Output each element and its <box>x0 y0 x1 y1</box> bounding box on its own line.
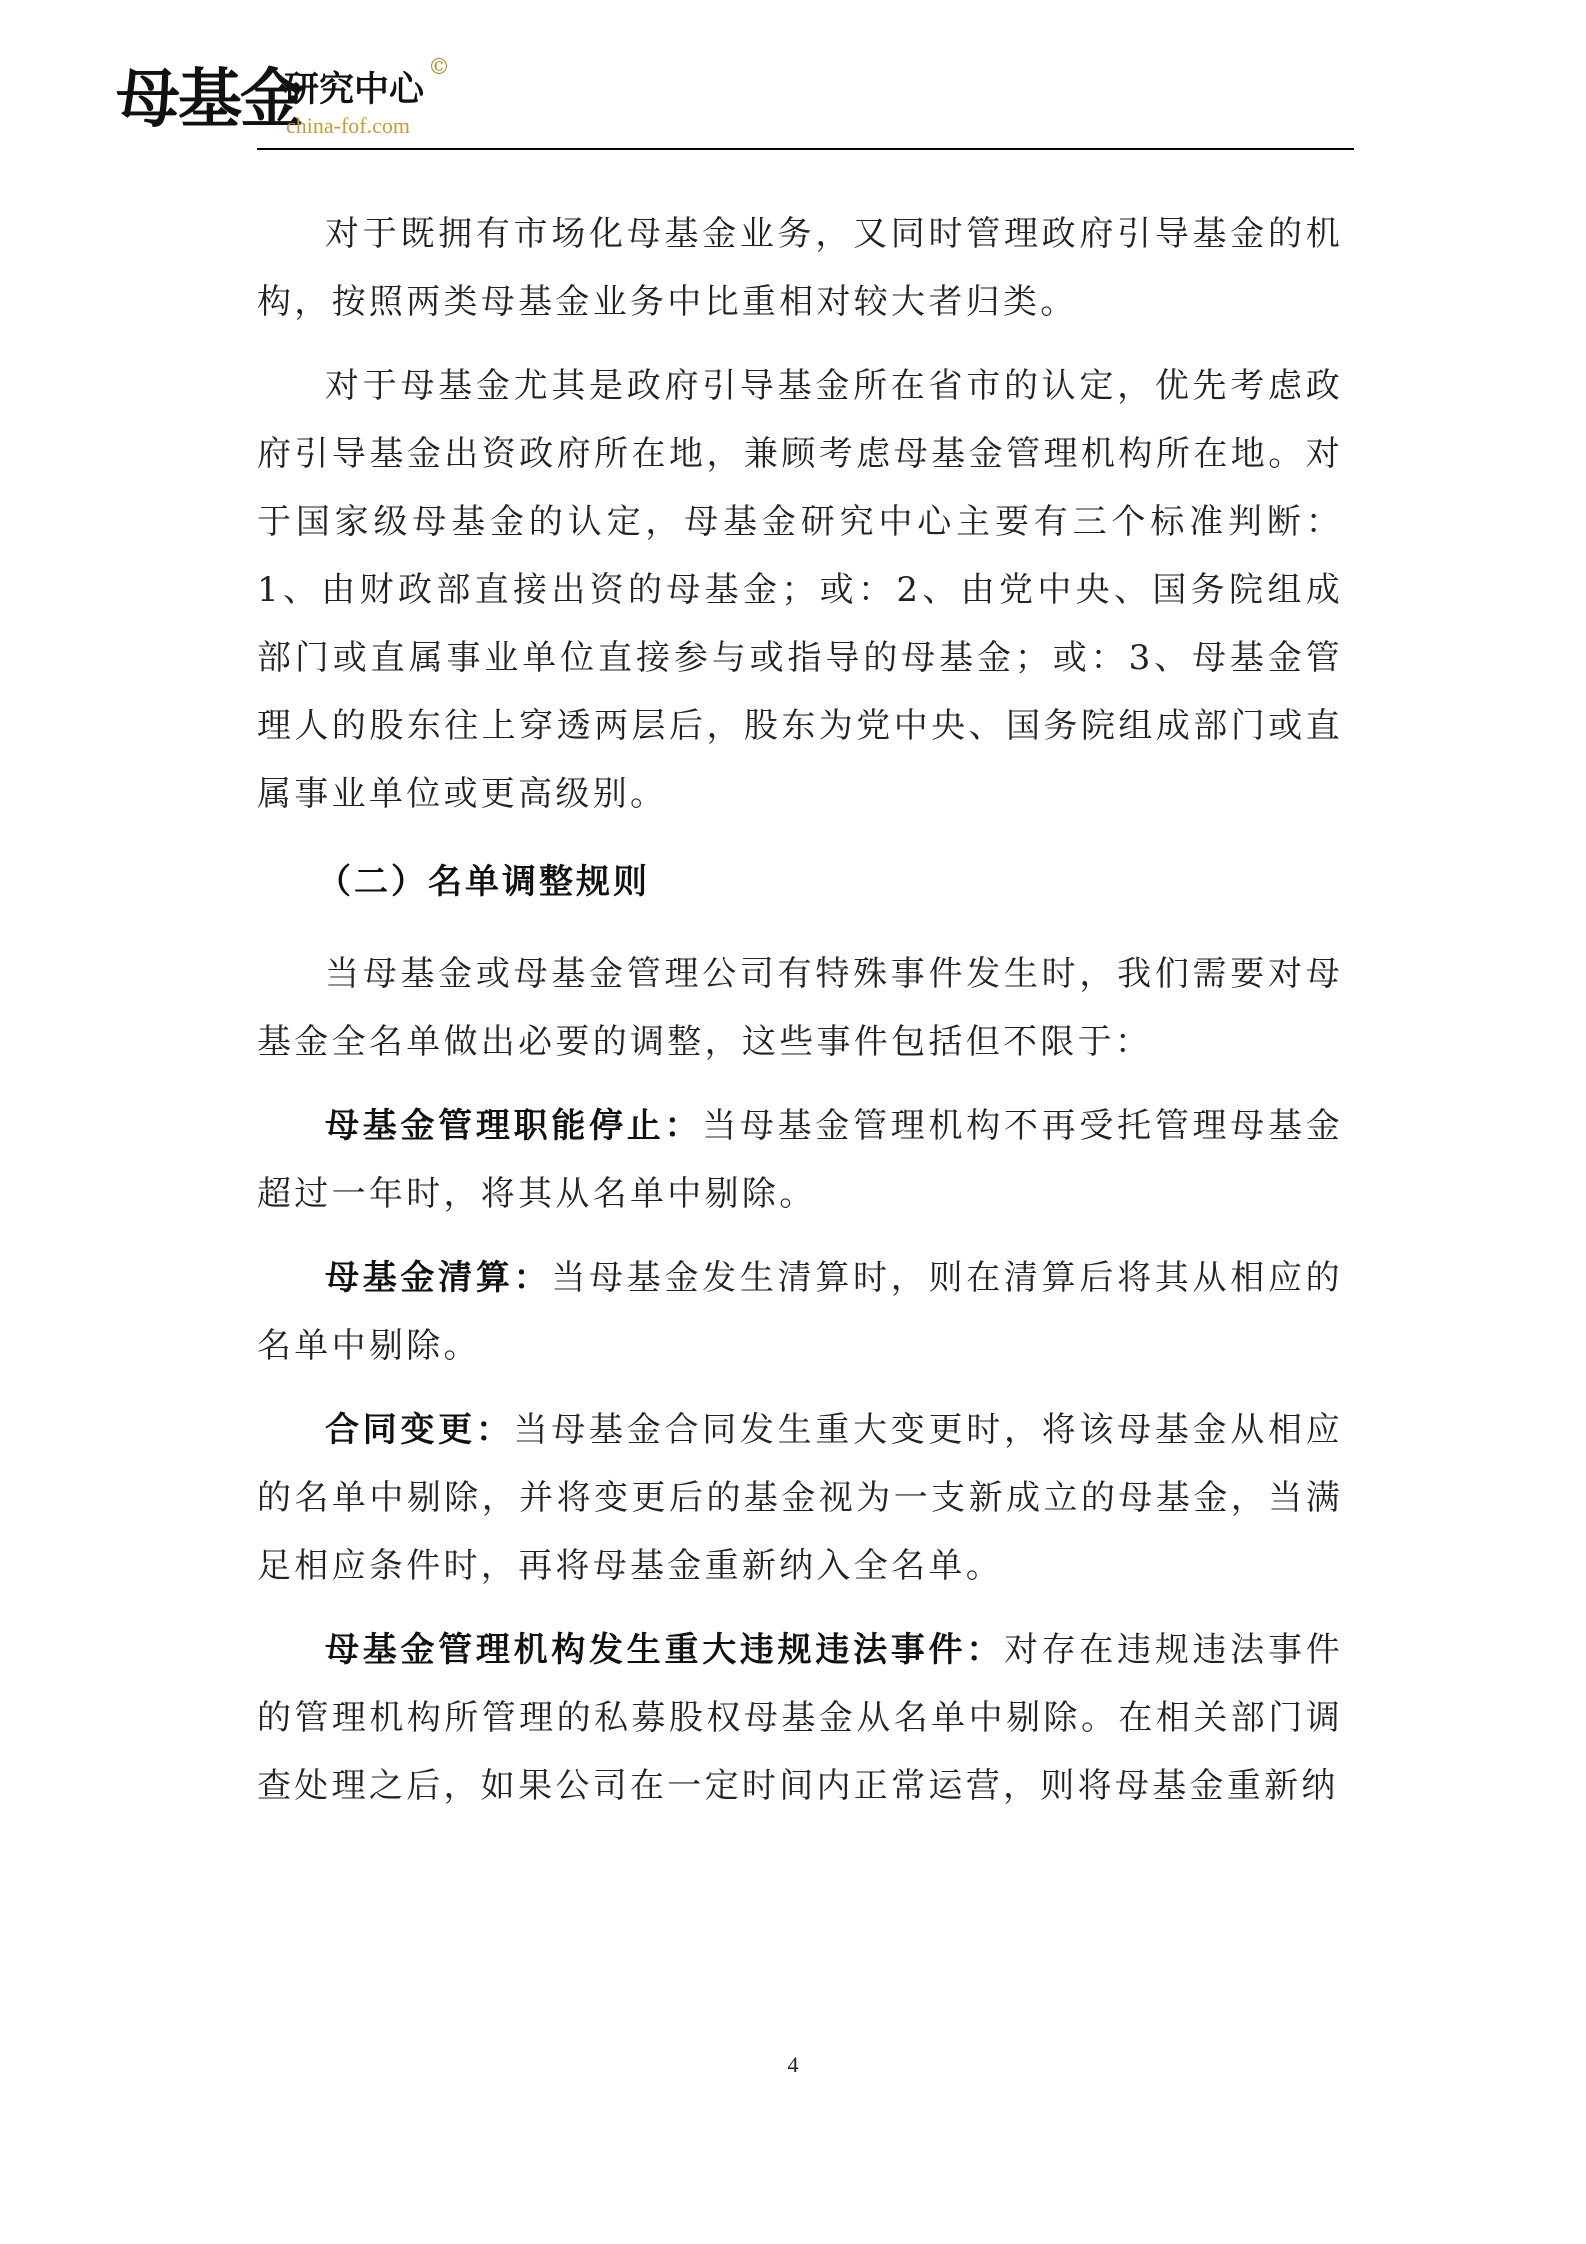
logo-sub-text: 研究中心 <box>284 69 425 110</box>
section-intro: 当母基金或母基金管理公司有特殊事件发生时，我们需要对母基金全名单做出必要的调整，这些事件包括但不限于： <box>257 954 1343 1062</box>
rule-item <box>257 1092 1343 1228</box>
rule-title: 母基金管理职能停止： <box>325 1106 703 1146</box>
section-heading: （二）名单调整规则 <box>317 862 650 902</box>
rule-item <box>257 1616 1343 1820</box>
rule-title: 母基金管理机构发生重大违规违法事件： <box>325 1630 1004 1670</box>
page-header <box>116 55 1354 150</box>
copyright-icon: © <box>428 55 450 80</box>
rule-text: 当母基金管理机构不再受托管理母基金超过一年时，将其从名单中剔除。 <box>257 1106 1344 1214</box>
rule-text: 当母基金合同发生重大变更时，将该母基金从相应的名单中剔除，并将变更后的基金视为一支新成立的母基金，当满足相应条件时，再将母基金重新纳入全名单。 <box>257 1410 1344 1586</box>
logo-url: china-fof.com <box>286 113 410 138</box>
paragraph-location-criteria: 对于母基金尤其是政府引导基金所在省市的认定，优先考虑政府引导基金出资政府所在地，兼顾考虑母基金管理机构所在地。对于国家级母基金的认定，母基金研究中心主要有三个标准判断：1、由财政部直接出资的母基金；或：2、由党中央、国务院组成部门或直属事业单位直接参与或指导的母基金；或：3、母基金管理人的股东往上穿透两层后，股东为党中央、国务院组成部门或直属事业单位或更高级别。 <box>257 366 1343 814</box>
rule-item <box>257 1396 1343 1600</box>
rule-item <box>257 1244 1343 1380</box>
rule-title: 合同变更： <box>325 1410 514 1450</box>
paragraph-classification: 对于既拥有市场化母基金业务，又同时管理政府引导基金的机构，按照两类母基金业务中比重相对较大者归类。 <box>257 214 1343 322</box>
page-number: 4 <box>787 2052 799 2077</box>
header-divider <box>257 148 1354 150</box>
document-body <box>257 200 1343 1836</box>
rule-text: 当母基金发生清算时，则在清算后将其从相应的名单中剔除。 <box>257 1258 1343 1366</box>
rule-title: 母基金清算： <box>325 1258 552 1298</box>
logo-main-text: 母基金 <box>116 62 302 137</box>
rule-text: 对存在违规违法事件的管理机构所管理的私募股权母基金从名单中剔除。在相关部门调查处理之后，如果公司在一定时间内正常运营，则将母基金重新纳 <box>257 1630 1344 1806</box>
